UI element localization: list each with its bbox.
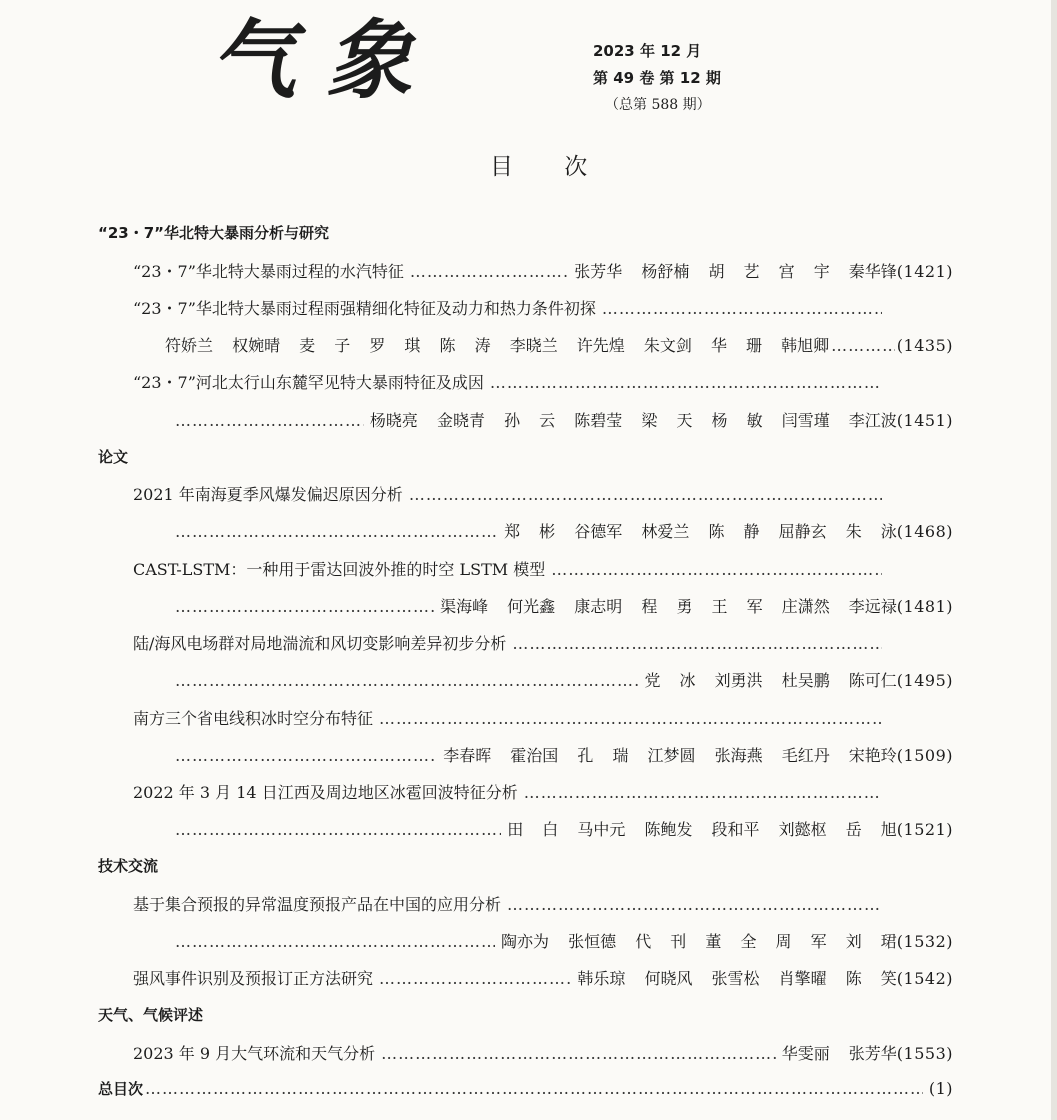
entry-authors: 符娇兰 权婉晴 麦 子 罗 琪 陈 涛 李晓兰 许先煌 朱文剑 华 珊 韩旭卿 [165,336,830,355]
leader-dots [512,634,882,653]
toc-entry-continued[interactable] [175,668,953,691]
toc-entry-general-index[interactable] [98,1078,953,1099]
entry-page: (1509) [896,746,953,765]
section-heading: 论文 [98,448,129,466]
leader-dots [524,783,882,802]
section-heading: 总目次 [98,1080,144,1098]
section-heading: 天气、气候评述 [98,1006,204,1024]
leader-dots [175,597,434,616]
leader-dots [490,373,882,392]
leader-dots [175,746,437,765]
entry-authors: 郑 彬 谷德军 林爱兰 陈 静 屈静玄 朱 泳 [504,522,897,541]
entry-authors: 杨晓亮 金晓青 孙 云 陈碧莹 梁 天 杨 敏 闫雪瑾 李江波 [369,411,897,430]
toc-title: 目 次 [490,154,610,180]
entry-page: (1) [928,1079,953,1098]
leader-dots [507,895,882,914]
volume-issue: 第 49 卷 第 12 期 [593,69,721,87]
entry-page: (1421) [896,262,953,281]
entry-title: 陆/海风电场群对局地湍流和风切变影响差异初步分析 [133,634,507,653]
toc-entry[interactable] [133,557,888,580]
entry-title: CAST-LSTM：一种用于雷达回波外推的时空 LSTM 模型 [133,560,546,579]
entry-title: “23・7”华北特大暴雨过程雨强精细化特征及动力和热力条件初探 [133,299,596,318]
leader-dots [831,336,895,355]
journal-name: 气象 [210,10,442,111]
entry-title: 2022 年 3 月 14 日江西及周边地区冰雹回波特征分析 [133,783,518,802]
entry-authors: 华雯丽 张芳华 [781,1044,897,1063]
issue-date: 2023 年 12 月 [593,42,702,60]
toc-entry-continued[interactable] [175,519,953,542]
entry-authors: 李春晖 霍治国 孔 瑞 江梦圆 张海燕 毛红丹 宋艳玲 [443,746,897,765]
toc-entry[interactable] [133,966,953,989]
leader-dots [175,671,638,690]
entry-title: “23・7”河北太行山东麓罕见特大暴雨特征及成因 [133,373,484,392]
toc-entry-continued[interactable] [165,333,953,356]
toc-entry[interactable] [133,296,888,319]
leader-dots [409,485,882,504]
leader-dots [410,262,568,281]
entry-title: 2021 年南海夏季风爆发偏迟原因分析 [133,485,403,504]
entry-title: “23・7”华北特大暴雨过程的水汽特征 [133,262,404,281]
toc-entry[interactable] [133,482,888,505]
entry-title: 2023 年 9 月大气环流和天气分析 [133,1044,376,1063]
entry-page: (1521) [896,820,953,839]
section-heading: 技术交流 [98,857,159,875]
section-heading: “23・7”华北特大暴雨分析与研究 [98,224,330,242]
entry-authors: 韩乐琼 何晓风 张雪松 肖擎曜 陈 笑 [577,969,897,988]
toc-entry-continued[interactable] [175,743,953,766]
toc-entry-continued[interactable] [175,408,953,431]
leader-dots [175,820,501,839]
entry-authors: 党 冰 刘勇洪 杜吴鹏 陈可仁 [644,671,897,690]
entry-page: (1553) [896,1044,953,1063]
entry-authors: 田 白 马中元 陈鲍发 段和平 刘懿枢 岳 旭 [507,820,897,839]
toc-entry[interactable] [133,370,888,393]
issue-info [593,38,721,119]
entry-authors: 陶亦为 张恒德 代 刊 董 全 周 军 刘 珺 [501,932,897,951]
entry-title: 强风事件识别及预报订正方法研究 [133,969,374,988]
leader-dots [175,932,495,951]
leader-dots [175,411,364,430]
toc-entry-continued[interactable] [175,817,953,840]
leader-dots [175,522,498,541]
leader-dots [602,299,882,318]
entry-page: (1435) [896,336,953,355]
leader-dots [379,969,571,988]
leader-dots [379,709,882,728]
toc-entry[interactable] [133,259,953,282]
toc-entry[interactable] [133,631,888,654]
page-edge [1051,0,1057,1120]
entry-authors: 渠海峰 何光鑫 康志明 程 勇 王 军 庄潇然 李远禄 [440,597,897,616]
toc-entry[interactable] [133,892,888,915]
entry-title: 基于集合预报的异常温度预报产品在中国的应用分析 [133,895,502,914]
entry-page: (1481) [896,597,953,616]
leader-dots [551,560,882,579]
toc-entry-continued[interactable] [175,594,953,617]
entry-authors: 张芳华 杨舒楠 胡 艺 宫 宇 秦华锋 [574,262,897,281]
toc-entry[interactable] [133,780,888,803]
entry-page: (1542) [896,969,953,988]
leader-dots [381,1044,776,1063]
entry-title: 南方三个省电线积冰时空分布特征 [133,709,374,728]
toc-entry[interactable] [133,1041,953,1064]
entry-page: (1495) [896,671,953,690]
leader-dots [145,1079,923,1098]
entry-page: (1468) [896,522,953,541]
toc-entry[interactable] [133,706,888,729]
entry-page: (1532) [896,932,953,951]
toc-entry-continued[interactable] [175,929,953,952]
entry-page: (1451) [896,411,953,430]
total-issue: （总第 588 期） [605,97,711,113]
